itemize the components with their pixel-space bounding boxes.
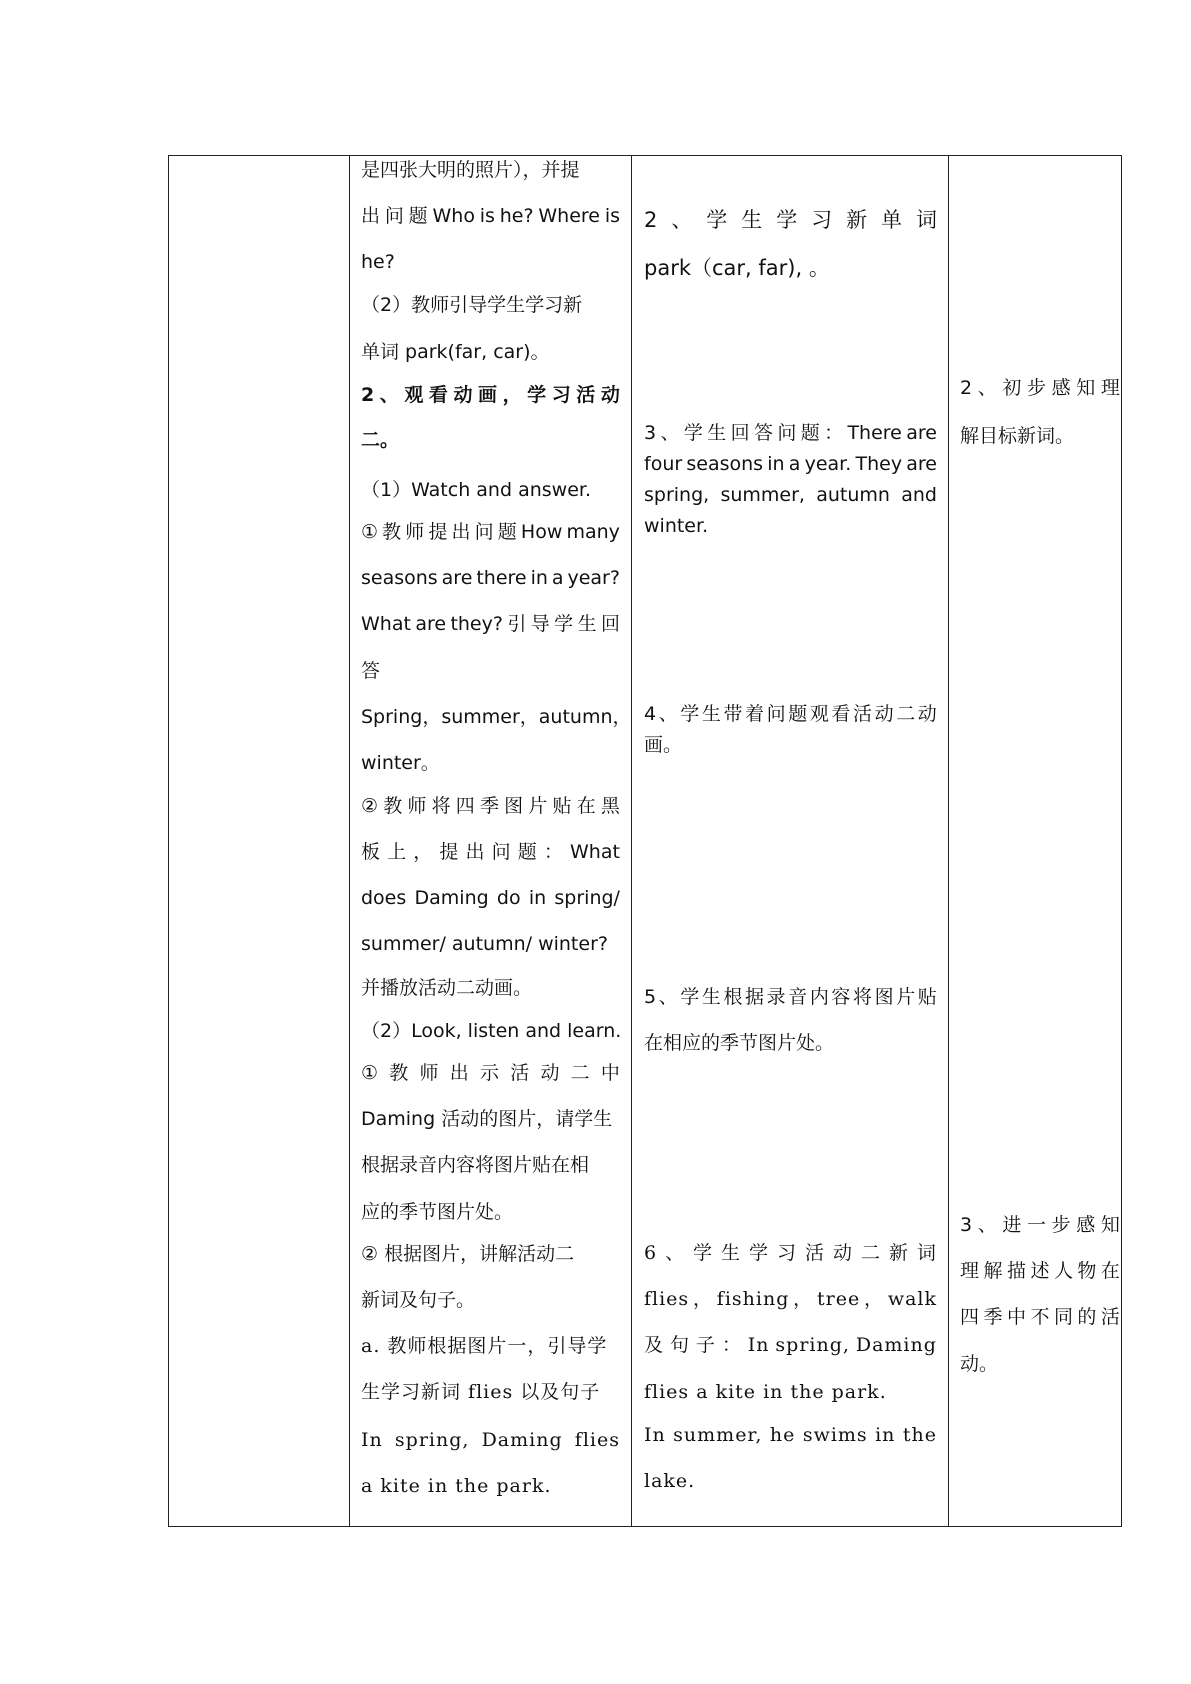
col4-line-3: 3 、 进 一 步 感 知	[960, 1214, 1120, 1236]
col3-line-4: four seasons in a year. They are	[644, 453, 937, 475]
col2-line-7: 二。	[361, 429, 400, 451]
col4-line-2: 解目标新词。	[960, 425, 1075, 447]
col4-line-4: 理 解 描 述 人 物 在	[960, 1260, 1120, 1282]
col2-line-9: ① 教 师 提 出 问 题 How many	[361, 521, 620, 543]
col3-line-10: 在相应的季节图片处。	[644, 1032, 835, 1054]
col2-line-22: Daming 活动的图片，请学生	[361, 1108, 613, 1130]
col3-line-9: 5 、 学 生 根 据 录 音 内 容 将 图 片 贴	[644, 986, 937, 1008]
col2-line-24: 应的季节图片处。	[361, 1201, 514, 1223]
col2-line-20: （2）Look, listen and learn.	[361, 1020, 622, 1042]
col3-line-11: 6 、 学 生 学 习 活 动 二 新 词	[644, 1242, 937, 1264]
col2-line-8: （1）Watch and answer.	[361, 479, 591, 501]
col2-line-11: What are they? 引 导 学 生 回	[361, 613, 620, 635]
design-intent-cell	[960, 156, 1120, 1526]
col2-line-26: 新词及句子。	[361, 1289, 476, 1311]
column-divider	[631, 156, 632, 1526]
col2-line-16: 板 上 ， 提 出 问 题 ： What	[361, 841, 620, 863]
col3-line-8: 画。	[644, 734, 683, 756]
col2-line-5: 单词 park(far, car)。	[361, 341, 550, 363]
student-activity-cell	[644, 156, 937, 1526]
col2-line-12: 答	[361, 660, 381, 682]
lesson-plan-table	[168, 155, 1122, 1527]
col2-line-28: 生学习新词 flies 以及句子	[361, 1381, 601, 1403]
col3-line-16: lake.	[644, 1470, 696, 1492]
col3-line-1: 2 、 学 生 学 习 新 单 词	[644, 208, 937, 232]
teacher-activity-cell	[361, 156, 632, 1526]
col2-line-2: 出 问 题 Who is he? Where is	[361, 205, 620, 227]
col2-line-27: a. 教师根据图片一，引导学	[361, 1335, 608, 1357]
col2-line-13: Spring，summer，autumn，	[361, 706, 632, 728]
col2-line-1: 是四张大明的照片），并提	[361, 159, 580, 181]
col2-line-17: does Daming do in spring/	[361, 887, 620, 909]
col3-line-3: 3 、 学 生 回 答 问 题 ： There are	[644, 422, 937, 444]
col3-line-13: 及 句 子 ： In spring, Daming	[644, 1334, 937, 1356]
col3-line-2: park（car, far), 。	[644, 256, 830, 280]
col2-line-14: winter。	[361, 752, 440, 774]
col3-line-12: flies ， fishing ， tree ， walk	[644, 1288, 937, 1310]
col2-line-4: （2）教师引导学生学习新	[361, 294, 583, 316]
col2-line-19: 并播放活动二动画。	[361, 977, 533, 999]
col2-line-10: seasons are there in a year?	[361, 567, 620, 589]
col2-line-29: In spring, Daming flies	[361, 1429, 620, 1451]
col4-line-5: 四 季 中 不 同 的 活	[960, 1306, 1120, 1328]
col3-line-6: winter.	[644, 515, 709, 537]
column-divider	[948, 156, 949, 1526]
col3-line-7: 4 、 学 生 带 着 问 题 观 看 活 动 二 动	[644, 703, 937, 725]
col2-line-3: he?	[361, 251, 395, 273]
col4-line-6: 动。	[960, 1353, 999, 1375]
col3-line-14: flies a kite in the park.	[644, 1381, 887, 1403]
column-divider	[349, 156, 350, 1526]
col2-line-18: summer/ autumn/ winter?	[361, 933, 608, 955]
col3-line-15: In summer, he swims in the	[644, 1424, 937, 1446]
empty-cell	[169, 156, 349, 1526]
col3-line-5: spring, summer, autumn and	[644, 484, 937, 506]
col4-line-1: 2 、 初 步 感 知 理	[960, 377, 1120, 399]
col2-line-15: ② 教 师 将 四 季 图 片 贴 在 黑	[361, 795, 620, 817]
col2-line-25: ② 根据图片，讲解活动二	[361, 1243, 575, 1265]
col2-line-30: a kite in the park.	[361, 1475, 552, 1497]
col2-line-23: 根据录音内容将图片贴在相	[361, 1154, 590, 1176]
col2-line-21: ① 教 师 出 示 活 动 二 中	[361, 1062, 620, 1084]
col2-line-6: 2 、 观 看 动 画 ， 学 习 活 动	[361, 384, 620, 406]
